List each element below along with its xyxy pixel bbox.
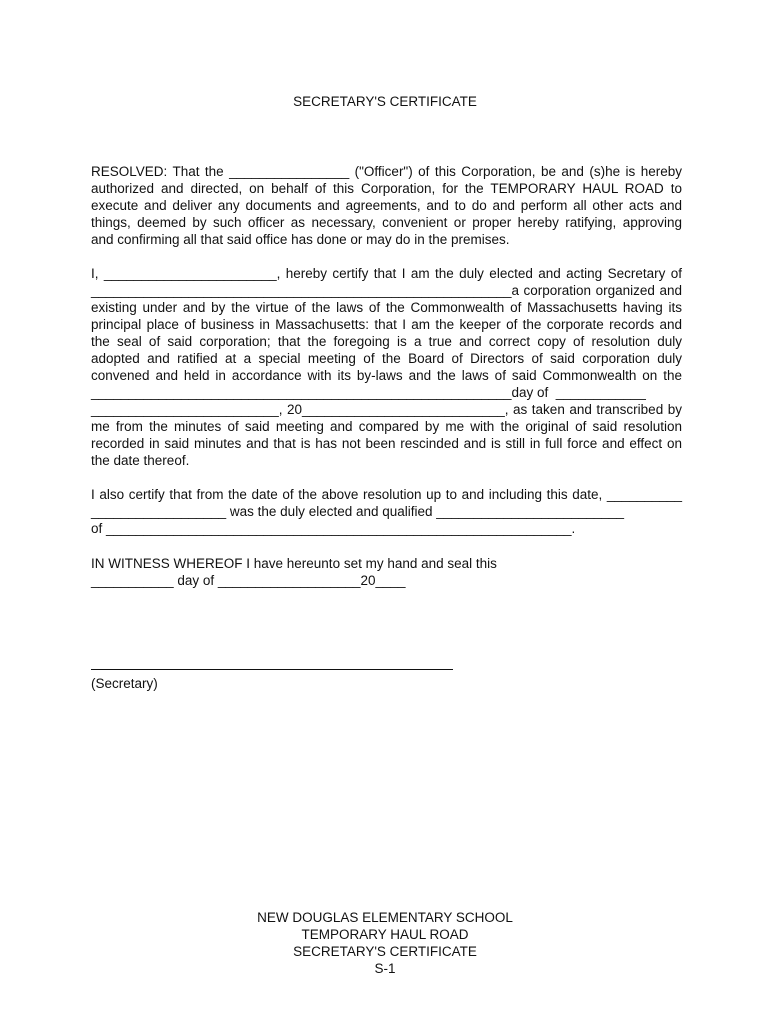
paragraph-line: and confirming all that said office has done or may do in the premises. — [91, 232, 510, 247]
signature-line[interactable] — [91, 669, 453, 670]
document-title: SECRETARY'S CERTIFICATE — [293, 94, 477, 109]
paragraph-line: things, deemed by such officer as necessary, convenient or proper hereby ratifying, approving — [91, 215, 682, 230]
paragraph-line: __________________ was the duly elected and qualified _________________________ — [91, 504, 624, 519]
signature-label: (Secretary) — [91, 676, 158, 691]
witness-paragraph — [91, 555, 682, 589]
paragraph-line: RESOLVED: That the ________________ ("Officer") of this Corporation, be and (s)he is hereby — [91, 164, 682, 179]
paragraph-line: adopted and ratified at a special meeting of the Board of Directors of said corporation duly — [91, 351, 682, 366]
paragraph-line: ___________ day of ___________________20____ — [91, 573, 406, 588]
paragraph-line: I, _______________________, hereby certify that I am the duly elected and acting Secretary of — [91, 266, 682, 281]
also-certify-paragraph — [91, 486, 682, 537]
paragraph-line: execute and deliver any documents and agreements, and to do and perform all other acts and — [91, 198, 682, 213]
paragraph-line: IN WITNESS WHEREOF I have hereunto set my hand and seal this — [91, 556, 497, 571]
paragraph-line: recorded in said minutes and that is has not been rescinded and is still in full force and effect on — [91, 436, 682, 451]
resolved-paragraph — [91, 163, 682, 248]
footer-title: SECRETARY'S CERTIFICATE — [293, 944, 477, 959]
document-footer — [0, 909, 770, 977]
paragraph-line: me from the minutes of said meeting and compared by me with the original of said resolution — [91, 419, 682, 434]
paragraph-line: principal place of business in Massachusetts: that I am the keeper of the corporate records and — [91, 317, 682, 332]
footer-page-number: S-1 — [374, 961, 396, 976]
paragraph-line: I also certify that from the date of the above resolution up to and including this date, __________ — [91, 487, 682, 502]
paragraph-line: ________________________________________________________a corporation organized and — [91, 283, 682, 298]
paragraph-line: convened and held in accordance with its by-laws and the laws of said Commonwealth on the — [91, 368, 682, 383]
footer-school: NEW DOUGLAS ELEMENTARY SCHOOL — [257, 910, 513, 925]
footer-project: TEMPORARY HAUL ROAD — [301, 927, 469, 942]
paragraph-line: the seal of said corporation; that the foregoing is a true and correct copy of resolution duly — [91, 334, 682, 349]
paragraph-line: of ______________________________________________________________. — [91, 521, 576, 536]
paragraph-line: the date thereof. — [91, 453, 190, 468]
paragraph-line: existing under and by the virtue of the laws of the Commonwealth of Massachusetts having its — [91, 300, 682, 315]
paragraph-line: _________________________, 20___________________________, as taken and transcribed by — [91, 402, 682, 417]
paragraph-line: authorized and directed, on behalf of this Corporation, for the TEMPORARY HAUL ROAD to — [91, 181, 682, 196]
paragraph-line: ________________________________________________________day of ____________ — [91, 385, 646, 400]
certify-paragraph — [91, 265, 682, 469]
